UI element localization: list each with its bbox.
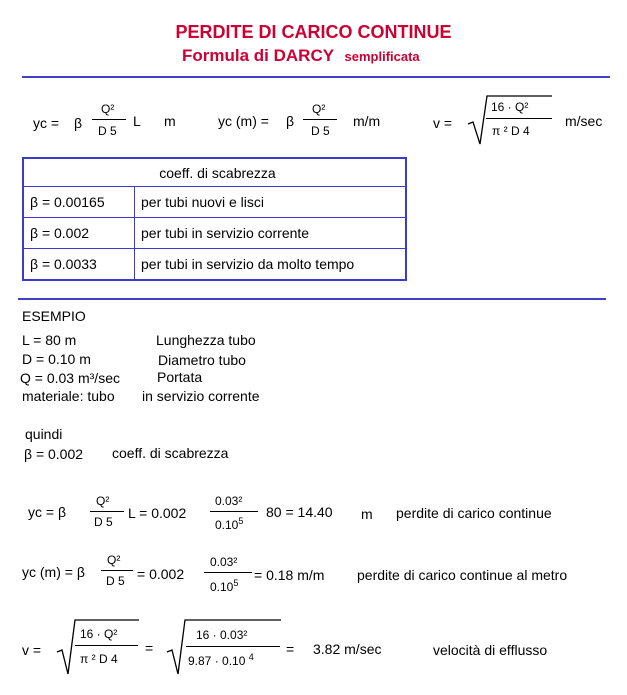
formula-v-unit: m/sec (565, 113, 603, 129)
calc-ycm-desc: perdite di carico continue al metro (357, 567, 568, 583)
calc-ycm-num: Q² (107, 553, 121, 567)
page-subtitle (182, 46, 420, 66)
formula-ycm-label: yc (m) = (218, 113, 269, 129)
formula-v-fraction-bar (486, 118, 552, 119)
example-D-desc: Diametro tubo (158, 352, 246, 368)
calc-yc-num: Q² (96, 494, 110, 508)
calc-v-value-fraction-bar (186, 646, 280, 647)
calc-yc-value-fraction-bar (210, 511, 258, 512)
calc-v-den-value: 9.87 · 0.10 $^4$ (188, 652, 254, 668)
calc-v-label: v = (22, 642, 42, 658)
formula-ycm-den: D 5 (311, 124, 330, 138)
calc-ycm-result: = 0.18 m/m (254, 567, 325, 583)
formula-yc-unit: m (164, 113, 176, 129)
example-beta: β = 0.002 (24, 446, 84, 462)
formula-yc-num: Q² (101, 102, 115, 116)
subtitle-main: Formula di DARCY (182, 46, 335, 65)
table-cell-beta: β = 0.00165 (23, 187, 135, 218)
calc-yc-label: yc = β (28, 504, 67, 520)
calc-ycm-eq: = 0.002 (137, 566, 185, 582)
calc-ycm-den-value: 0.10$^5$ (210, 578, 239, 594)
example-L-desc: Lunghezza tubo (156, 332, 256, 348)
calc-ycm-den: D 5 (106, 574, 125, 588)
table-row (23, 249, 406, 281)
coefficient-table (22, 157, 407, 281)
formula-yc-beta: β (74, 115, 83, 131)
formula-v-den: π ² D 4 (492, 124, 530, 138)
calc-v-num-value: 16 · 0.03² (196, 628, 248, 642)
formula-v-num: 16 · Q² (491, 100, 529, 114)
coefficient-table-header: coeff. di scabrezza (23, 158, 406, 187)
example-material: materiale: tubo (22, 388, 115, 404)
calc-yc-desc: perdite di carico continue (396, 505, 552, 521)
calc-yc-eq: L = 0.002 (128, 505, 187, 521)
calc-ycm-label: yc (m) = β (22, 564, 85, 580)
page-title: PERDITE DI CARICO CONTINUE (175, 22, 452, 42)
calc-ycm-value-fraction-bar (204, 572, 252, 573)
calc-v-result: 3.82 m/sec (313, 641, 382, 657)
calc-yc-unit: m (361, 506, 373, 522)
formula-yc-L: L (133, 113, 141, 129)
calc-v-num: 16 · Q² (80, 627, 118, 641)
example-heading: ESEMPIO (22, 308, 86, 324)
calc-yc-den-value: 0.10$^5$ (215, 516, 244, 532)
calc-yc-fraction-bar (90, 511, 124, 512)
formula-ycm-unit: m/m (353, 113, 381, 129)
formula-yc-den: D 5 (98, 124, 117, 138)
formula-v-label: v = (433, 115, 453, 131)
example-L: L = 80 m (22, 332, 77, 348)
subtitle-small: semplificata (344, 49, 420, 64)
calc-yc-num-value: 0.03² (215, 494, 243, 508)
calc-ycm-num-value: 0.03² (210, 555, 238, 569)
example-beta-desc: coeff. di scabrezza (112, 445, 229, 461)
calc-v-desc: velocità di efflusso (433, 642, 548, 658)
top-divider (22, 76, 610, 78)
calc-v-eq2: = (286, 641, 295, 657)
calc-ycm-fraction-bar (101, 570, 133, 571)
middle-divider (18, 298, 606, 300)
formula-ycm-fraction-bar (303, 119, 337, 120)
example-D: D = 0.10 m (22, 351, 91, 367)
formula-ycm-num: Q² (312, 102, 326, 116)
calc-v-fraction-bar (75, 645, 138, 646)
table-row (23, 187, 406, 218)
formula-yc-label: yc = (33, 115, 60, 131)
example-material-desc: in servizio corrente (142, 388, 260, 404)
example-Q: Q = 0.03 m³/sec (20, 370, 120, 386)
example-Q-desc: Portata (157, 369, 203, 385)
table-cell-beta: β = 0.0033 (23, 249, 135, 281)
calc-v-eq1: = (145, 640, 154, 656)
table-row (23, 218, 406, 249)
calc-v-den: π ² D 4 (80, 652, 118, 666)
example-quindi: quindi (25, 426, 63, 442)
table-cell-desc: per tubi in servizio corrente (135, 218, 407, 249)
table-cell-desc: per tubi nuovi e lisci (135, 187, 407, 218)
formula-yc-fraction-bar (92, 119, 126, 120)
calc-yc-den: D 5 (94, 515, 113, 529)
formula-ycm-beta: β (286, 113, 295, 129)
calc-yc-result: 80 = 14.40 (266, 504, 333, 520)
table-cell-desc: per tubi in servizio da molto tempo (135, 249, 407, 281)
table-cell-beta: β = 0.002 (23, 218, 135, 249)
